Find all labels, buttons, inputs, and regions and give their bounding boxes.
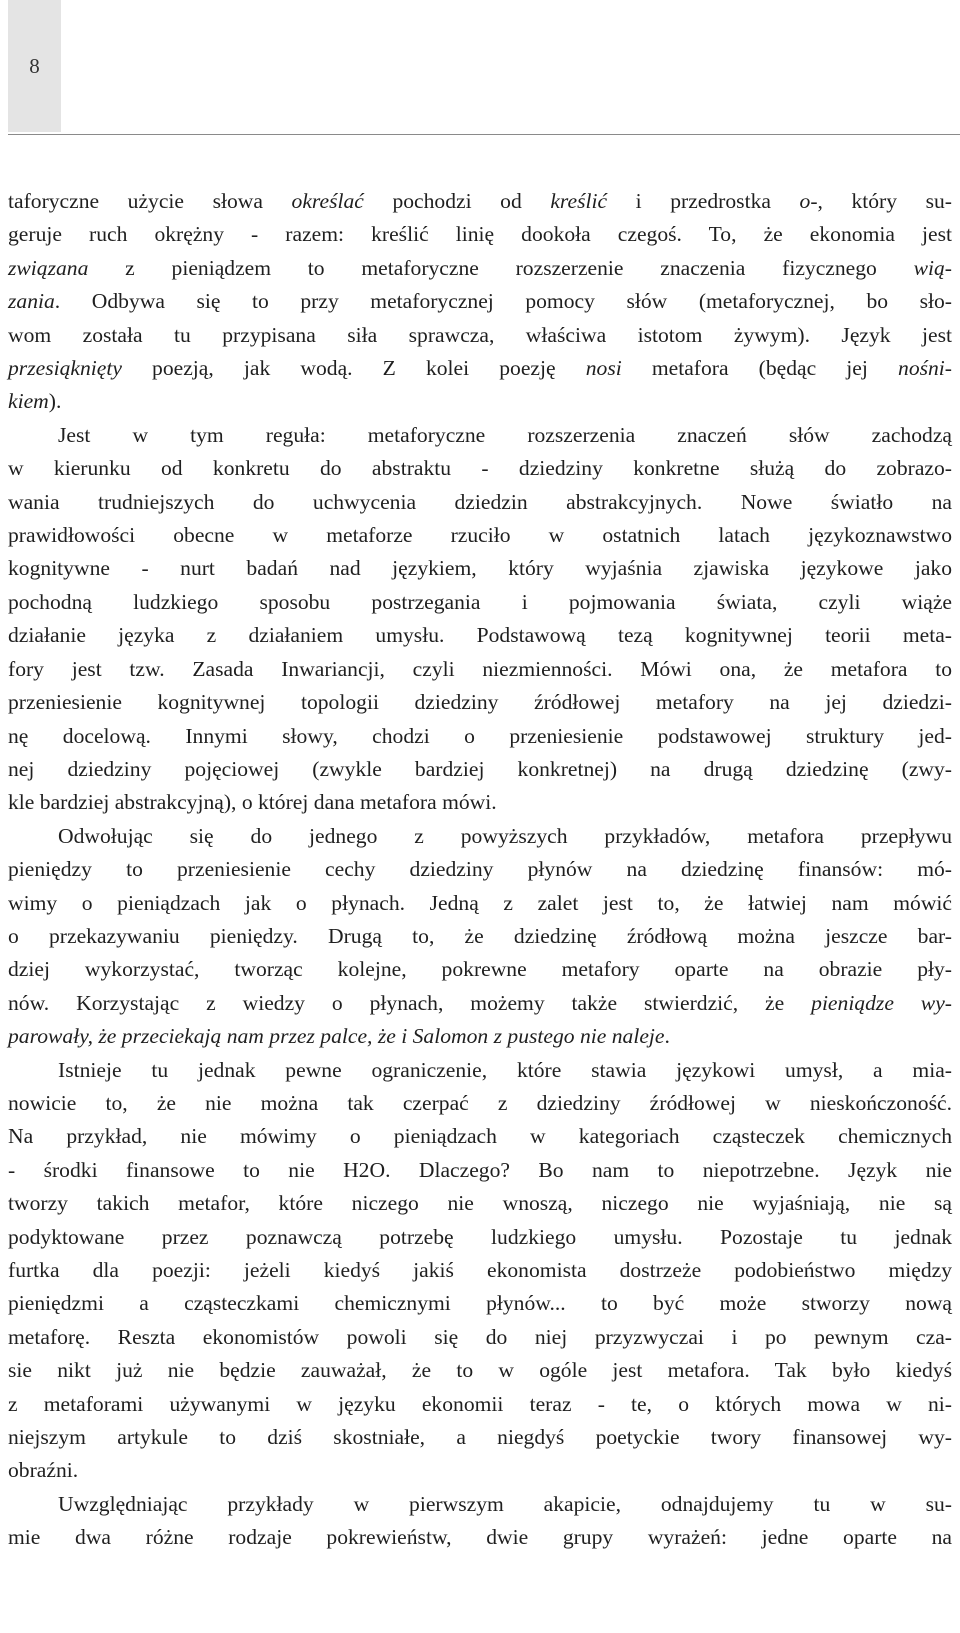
text-run: fory jest tzw. Zasada Inwariancji, czyli niezmienności. Mówi ona, że metafora to	[8, 656, 952, 681]
text-run: nej dziedziny pojęciowej (zwykle bardziej konkretnej) na drugą dziedzinę (zwy-	[8, 756, 952, 781]
text-line	[8, 486, 952, 519]
text-line	[8, 786, 952, 819]
text-line	[8, 352, 952, 385]
text-line	[8, 1521, 952, 1554]
text-run: mie dwa różne rodzaje pokrewieństw, dwie grupy wyrażeń: jedne oparte na	[8, 1525, 952, 1550]
text-line	[8, 1388, 952, 1421]
text-run: taforyczne użycie słowa	[8, 189, 292, 213]
text-run: nę docelową. Innymi słowy, chodzi o przeniesienie podstawowej struktury jed-	[8, 723, 952, 748]
text-line	[8, 1054, 952, 1087]
text-run: Jest w tym reguła: metaforyczne rozszerzenia znaczeń słów zachodzą	[58, 422, 952, 447]
text-line	[8, 1287, 952, 1320]
text-line	[8, 1454, 952, 1487]
text-line	[8, 285, 952, 318]
text-line	[8, 1354, 952, 1387]
text-run: metafora (będąc jej	[621, 356, 899, 381]
text-line	[8, 1321, 952, 1354]
text-line	[8, 1087, 952, 1120]
text-run: geruje ruch okrężny - razem: kreślić linię dookoła czegoś. To, że ekonomia jest	[8, 222, 952, 247]
page-number: 8	[29, 53, 40, 78]
text-line	[8, 586, 952, 619]
header-rule	[8, 134, 960, 135]
text-line	[8, 1421, 952, 1454]
text-run: z pieniądzem to metaforyczne rozszerzenie znaczenia fizycznego	[88, 255, 914, 280]
text-run: i przedrostka	[607, 189, 800, 213]
text-line	[8, 1187, 952, 1220]
text-run: pieniędzmi a cząsteczkami chemicznymi płynów... to być może stworzy nową	[8, 1291, 952, 1316]
text-run: kle bardziej abstrakcyjną), o której dana metafora mówi.	[8, 790, 497, 815]
text-line	[8, 953, 952, 986]
italic-text: kiem	[8, 389, 49, 414]
text-run: sie nikt już nie będzie zauważał, że to w ogóle jest metafora. Tak było kiedyś	[8, 1358, 952, 1383]
body-text	[8, 185, 952, 1555]
text-run: wania trudniejszych do uchwycenia dziedzin abstrakcyjnych. Nowe światło na	[8, 489, 952, 514]
text-run: furtka dla poezji: jeżeli kiedyś jakiś ekonomista dostrzeże podobieństwo między	[8, 1258, 952, 1282]
text-run: Odwołując się do jednego z powyższych przykładów, metafora przepływu	[58, 823, 952, 848]
text-line	[8, 1221, 952, 1254]
text-run: obraźni.	[8, 1458, 79, 1483]
text-line	[8, 1254, 952, 1287]
text-run: przeniesienie kognitywnej topologii dziedziny źródłowej metafory na jej dziedzi-	[8, 690, 952, 715]
italic-text: przesiąknięty	[8, 356, 122, 381]
text-line	[8, 1120, 952, 1153]
italic-text: nośni-	[898, 356, 952, 381]
text-run: Istnieje tu jednak pewne ograniczenie, które stawia językowi umysł, a mia-	[58, 1057, 952, 1082]
text-run: w kierunku od konkretu do abstraktu - dziedziny konkretne służą do zobrazo-	[8, 456, 952, 481]
italic-text: kreślić	[550, 189, 608, 213]
text-run: - środki finansowe to nie H2O. Dlaczego? Bo nam to niepotrzebne. Język nie	[8, 1157, 952, 1182]
text-run: ).	[48, 389, 62, 414]
text-run: o przekazywaniu pieniędzy. Drugą to, że dziedzinę źródłową można jeszcze bar-	[8, 923, 952, 948]
paragraph	[8, 419, 952, 820]
text-line	[8, 1154, 952, 1187]
text-line	[8, 319, 952, 352]
text-line	[8, 552, 952, 585]
text-run: z metaforami używanymi w języku ekonomii teraz - te, o których mowa w ni-	[8, 1391, 952, 1416]
paragraph	[8, 820, 952, 1054]
text-run: pochodną ludzkiego sposobu postrzegania i pojmowania świata, czyli wiąże	[8, 589, 952, 614]
paragraph	[8, 1054, 952, 1488]
text-line	[8, 385, 952, 418]
text-line	[8, 987, 952, 1020]
text-run: wimy o pieniądzach jak o płynach. Jedną z zalet jest to, że łatwiej nam mówić	[8, 890, 952, 915]
text-line	[8, 853, 952, 886]
text-run: nowicie to, że nie można tak czerpać z dziedziny źródłowej w nieskończoność.	[8, 1090, 952, 1115]
page-number-box	[8, 0, 61, 132]
text-run: wom została tu przypisana siła sprawcza, właściwa istotom żywym). Język jest	[8, 322, 952, 347]
italic-text: o	[799, 189, 811, 213]
text-run: nów. Korzystając z wiedzy o płynach, możemy także stwierdzić, że	[8, 990, 812, 1015]
italic-text: związana	[8, 255, 89, 280]
text-run: tworzy takich metafor, które niczego nie wnoszą, niczego nie wyjaśniają, nie są	[8, 1191, 952, 1216]
italic-text: wią-	[913, 255, 952, 280]
paragraph	[8, 185, 952, 419]
text-run: pieniędzy to przeniesienie cechy dziedziny płynów na dziedzinę finansów: mó-	[8, 857, 952, 882]
italic-text: pieniądze wy-	[811, 990, 952, 1015]
text-run: podyktowane przez poznawczą potrzebę ludzkiego umysłu. Pozostaje tu jednak	[8, 1224, 952, 1249]
text-line	[8, 920, 952, 953]
text-line	[8, 1488, 952, 1521]
text-line	[8, 1020, 952, 1053]
text-run: dziej wykorzystać, tworząc kolejne, pokrewne metafory oparte na obrazie pły-	[8, 957, 952, 982]
text-line	[8, 218, 952, 251]
italic-text: parowały, że przeciekają nam przez palce, że i Salomon z pustego nie naleje	[8, 1024, 665, 1049]
text-line	[8, 185, 952, 218]
paragraph	[8, 1488, 952, 1555]
text-line	[8, 887, 952, 920]
text-run: kognitywne - nurt badań nad językiem, który wyjaśnia zjawiska językowe jako	[8, 556, 952, 581]
text-run: działanie języka z działaniem umysłu. Podstawową tezą kognitywnej teorii meta-	[8, 623, 952, 648]
text-line	[8, 452, 952, 485]
text-run: metaforę. Reszta ekonomistów powoli się do niej przyzwyczai i po pewnym cza-	[8, 1324, 952, 1349]
text-run: .	[664, 1024, 670, 1049]
text-line	[8, 686, 952, 719]
italic-text: nosi	[585, 356, 622, 381]
text-run: poezją, jak wodą. Z kolei poezję	[121, 356, 586, 381]
text-run: Na przykład, nie mówimy o pieniądzach w kategoriach cząsteczek chemicznych	[8, 1124, 952, 1149]
text-line	[8, 619, 952, 652]
text-line	[8, 653, 952, 686]
text-line	[8, 820, 952, 853]
text-run: pochodzi od	[363, 189, 551, 213]
text-line	[8, 519, 952, 552]
text-line	[8, 252, 952, 285]
text-run: Uwzględniając przykłady w pierwszym akapicie, odnajdujemy tu w su-	[58, 1491, 952, 1516]
text-line	[8, 753, 952, 786]
text-run: niejszym artykule to dziś skostniałe, a niegdyś poetyckie twory finansowej wy-	[8, 1425, 952, 1450]
text-run: prawidłowości obecne w metaforze rzuciło w ostatnich latach językoznawstwo	[8, 523, 952, 548]
text-line	[8, 419, 952, 452]
italic-text: zania	[8, 289, 55, 314]
text-line	[8, 720, 952, 753]
text-run: . Odbywa się to przy metaforycznej pomocy słów (metaforycznej, bo sło-	[54, 289, 952, 314]
text-run: -, który su-	[810, 189, 953, 213]
italic-text: określać	[291, 189, 364, 213]
